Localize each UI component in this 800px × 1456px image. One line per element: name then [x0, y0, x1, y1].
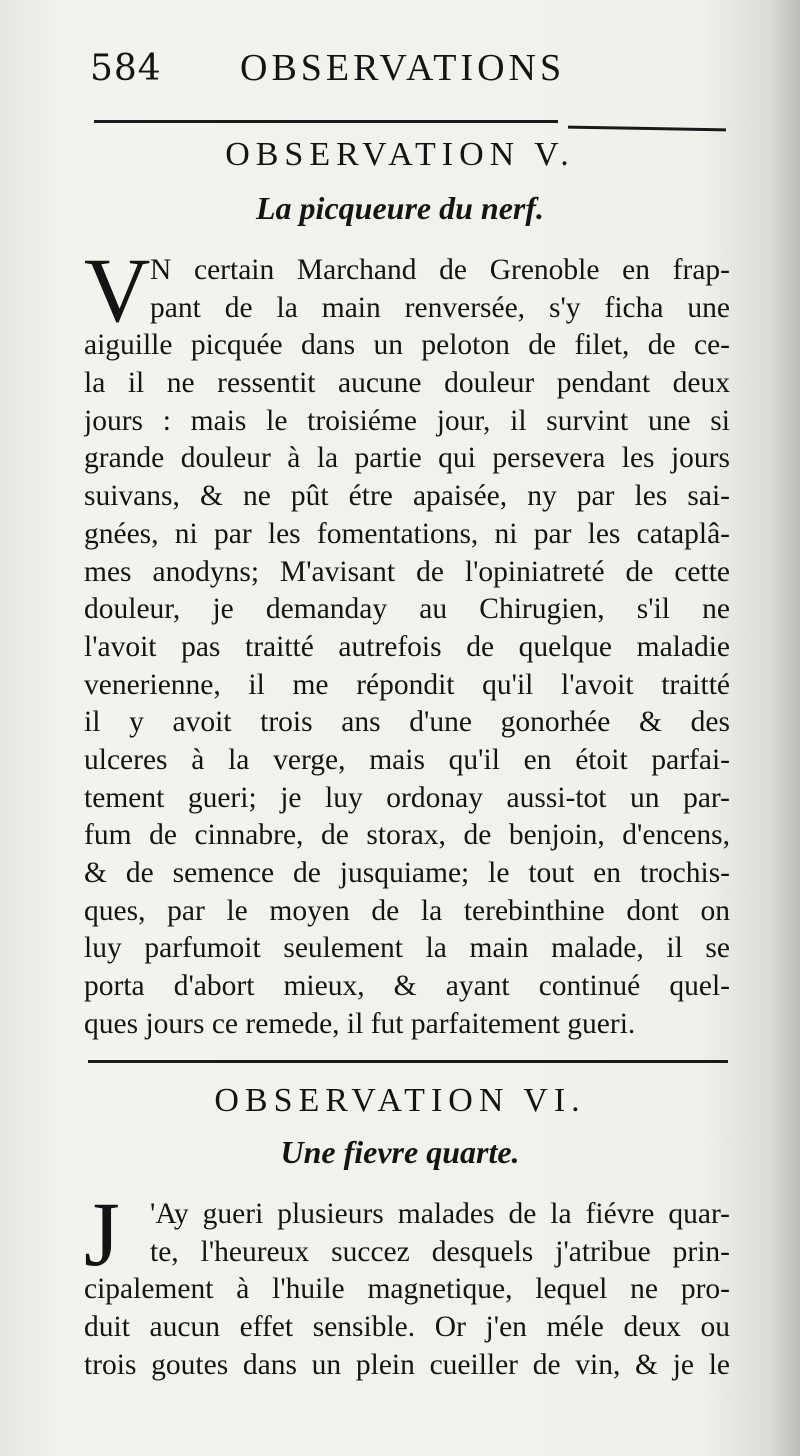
header-rule	[94, 120, 558, 123]
text-line: ulceres à la verge, mais qu'il en étoit parfai-	[84, 743, 730, 776]
text-line: gnées, ni par les fomentations, ni par les cataplâ-	[84, 517, 730, 550]
text-line: jours : mais le troisiéme jour, il survint une si	[84, 404, 730, 437]
text-line: ques jours ce remede, il fut parfaitement gueri.	[84, 1007, 636, 1040]
running-head: OBSERVATIONS	[240, 47, 566, 89]
observation-5-subtitle: La picqueure du nerf.	[256, 190, 544, 226]
page-number: 584	[90, 48, 162, 89]
text-line: ques, par le moyen de la terebinthine dont on	[84, 894, 730, 927]
text-line: duit aucun effet sensible. Or j'en méle deux ou	[84, 1311, 730, 1344]
text-line: venerienne, il me répondit qu'il l'avoit traitté	[84, 668, 730, 701]
text-line: grande douleur à la partie qui persevera les jours	[84, 442, 730, 475]
observation-6-subtitle: Une fievre quarte.	[280, 1134, 520, 1170]
text-line: la il ne ressentit aucune douleur pendant deux	[84, 367, 730, 400]
text-line: porta d'abort mieux, & ayant continué quel-	[84, 970, 730, 1003]
text-line: luy parfumoit seulement la main malade, il se	[84, 932, 730, 965]
text-line: N certain Marchand de Grenoble en frap-	[150, 254, 730, 286]
text-line: douleur, je demanday au Chirugien, s'il ne	[84, 593, 730, 626]
drop-cap: V	[84, 239, 151, 341]
drop-cap: J	[84, 1183, 120, 1285]
text-line: mes anodyns; M'avisant de l'opiniatreté de cette	[84, 555, 730, 588]
observation-6-title: OBSERVATION VI.	[214, 1082, 586, 1119]
observation-5-body	[84, 239, 730, 1043]
text-line: tement gueri; je luy ordonay aussi-tot un par-	[84, 781, 730, 814]
text-line: 'Ay gueri plusieurs malades de la fiévre quar-	[150, 1198, 730, 1230]
text-line: aiguille picquée dans un peloton de filet, de ce-	[84, 329, 730, 362]
page-header	[90, 40, 710, 100]
text-line: fum de cinnabre, de storax, de benjoin, d'encens,	[84, 819, 730, 852]
observation-5-title: OBSERVATION V.	[225, 136, 575, 173]
text-line: te, l'heureux succez desquels j'atribue prin-	[150, 1235, 730, 1268]
text-line: suivans, & ne pût étre apaisée, ny par les sai-	[84, 480, 730, 513]
text-line: & de semence de jusquiame; le tout en trochis-	[84, 857, 730, 889]
text-line: l'avoit pas traitté autrefois de quelque maladie	[84, 630, 730, 663]
observation-6-body	[84, 1183, 730, 1384]
text-line: il y avoit trois ans d'une gonorhée & des	[84, 706, 730, 739]
section-rule	[88, 1060, 728, 1063]
text-line: cipalement à l'huile magnetique, lequel ne pro-	[84, 1273, 730, 1306]
header-rule-right	[568, 126, 726, 132]
text-line: trois goutes dans un plein cueiller de vin, & je le	[84, 1348, 730, 1381]
text-line: pant de la main renversée, s'y ficha une	[150, 291, 730, 324]
